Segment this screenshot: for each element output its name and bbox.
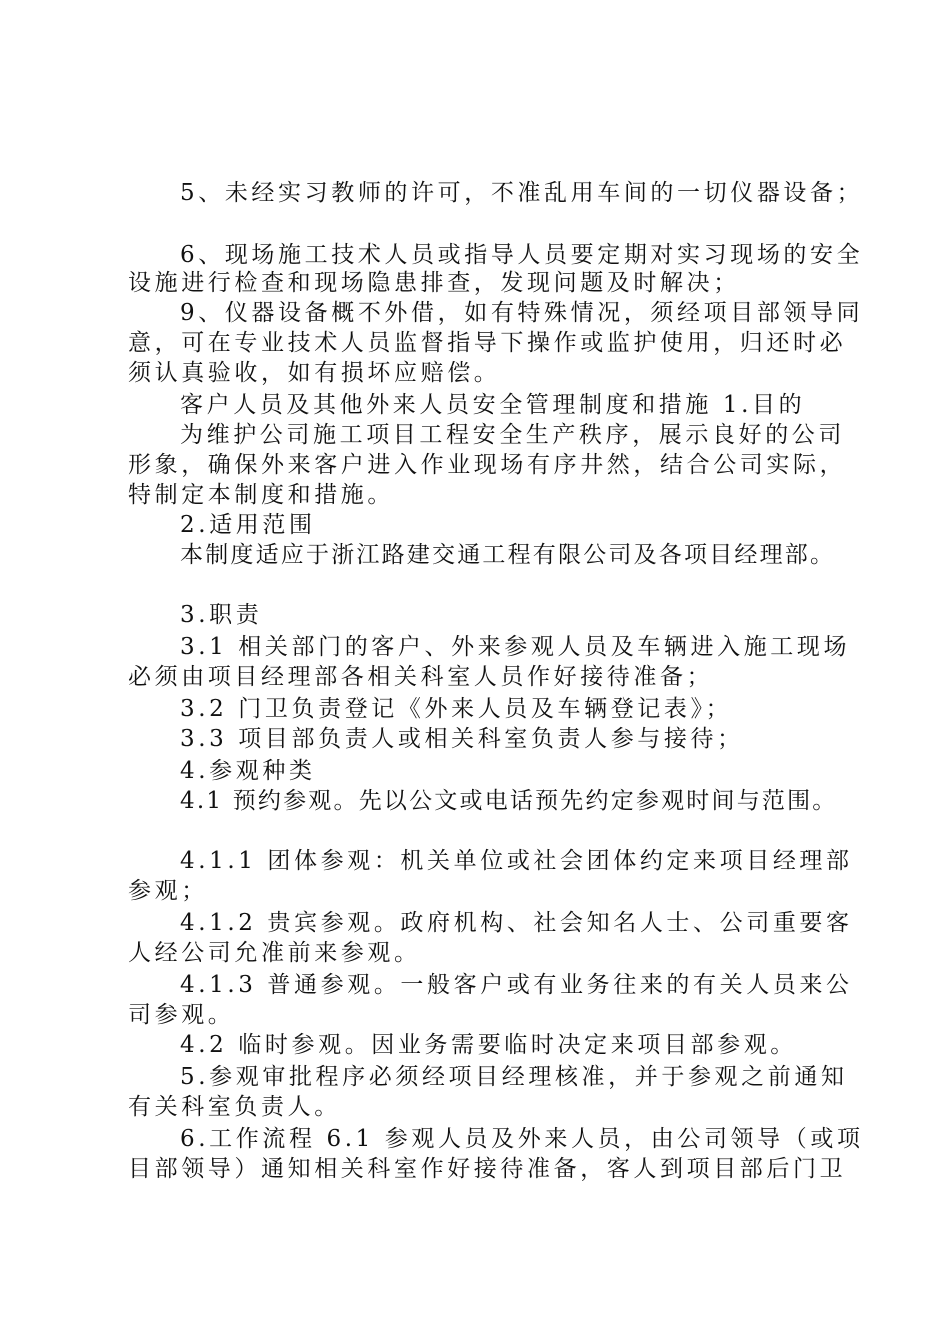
paragraph-line: 参观； — [128, 878, 208, 904]
paragraph-line: 目部领导）通知相关科室作好接待准备，客人到项目部后门卫 — [128, 1156, 847, 1182]
paragraph-line: 9、仪器设备概不外借，如有特殊情况，须经项目部领导同 — [180, 300, 864, 326]
paragraph-line: 须认真验收，如有损坏应赔偿。 — [128, 360, 501, 386]
paragraph-line: 人经公司允准前来参观。 — [128, 940, 421, 966]
paragraph-line: 6、现场施工技术人员或指导人员要定期对实习现场的安全 — [180, 242, 864, 268]
paragraph-line: 客户人员及其他外来人员安全管理制度和措施 1.目的 — [180, 392, 806, 418]
paragraph-line: 3.1 相关部门的客户、外来参观人员及车辆进入施工现场 — [180, 634, 851, 660]
paragraph-line: 意，可在专业技术人员监督指导下操作或监护使用，归还时必 — [128, 330, 847, 356]
paragraph-line: 必须由项目经理部各相关科室人员作好接待准备； — [128, 664, 714, 690]
paragraph-line: 司参观。 — [128, 1002, 235, 1028]
section-heading: 4.参观种类 — [180, 758, 316, 784]
paragraph-line: 3.2 门卫负责登记《外来人员及车辆登记表》； — [180, 696, 733, 722]
paragraph-line: 为维护公司施工项目工程安全生产秩序，展示良好的公司 — [180, 422, 845, 448]
paragraph-line: 6.工作流程 6.1 参观人员及外来人员，由公司领导（或项 — [180, 1126, 864, 1152]
section-heading: 2.适用范围 — [180, 512, 316, 538]
section-heading: 3.职责 — [180, 602, 263, 628]
paragraph-line: 4.1 预约参观。先以公文或电话预先约定参观时间与范围。 — [180, 788, 838, 814]
paragraph-line: 5.参观审批程序必须经项目经理核准，并于参观之前通知 — [180, 1064, 848, 1090]
paragraph-line: 有关科室负责人。 — [128, 1094, 341, 1120]
paragraph-line: 本制度适应于浙江路建交通工程有限公司及各项目经理部。 — [180, 542, 836, 568]
paragraph-line: 4.1.1 团体参观：机关单位或社会团体约定来项目经理部 — [180, 848, 853, 874]
paragraph-line: 4.1.2 贵宾参观。政府机构、社会知名人士、公司重要客 — [180, 910, 853, 936]
paragraph-line: 特制定本制度和措施。 — [128, 482, 394, 508]
paragraph-line: 5、未经实习教师的许可，不准乱用车间的一切仪器设备； — [180, 180, 864, 206]
paragraph-line: 4.2 临时参观。因业务需要临时决定来项目部参观。 — [180, 1032, 797, 1058]
paragraph-line: 形象，确保外来客户进入作业现场有序井然，结合公司实际， — [128, 452, 847, 478]
paragraph-line: 设施进行检查和现场隐患排查，发现问题及时解决； — [128, 270, 740, 296]
paragraph-line: 3.3 项目部负责人或相关科室负责人参与接待； — [180, 726, 744, 752]
paragraph-line: 4.1.3 普通参观。一般客户或有业务往来的有关人员来公 — [180, 972, 853, 998]
